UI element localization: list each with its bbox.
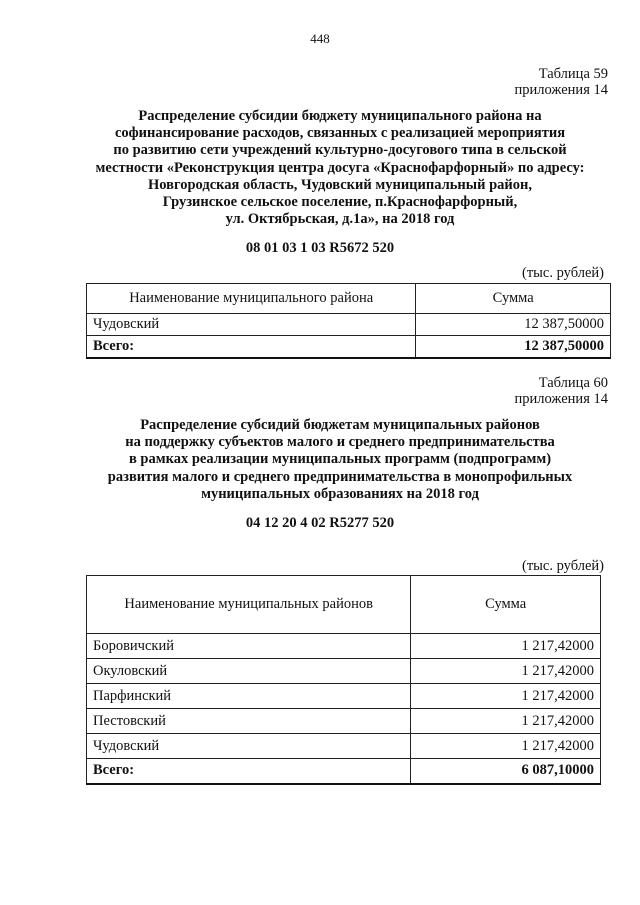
district-name: Пестовский xyxy=(87,709,411,734)
page-number: 448 xyxy=(310,31,330,46)
title-line: в рамках реализации муниципальных программ (подпрограмм) xyxy=(128,451,552,468)
table-60-units: (тыс. рублей) xyxy=(522,558,604,574)
table-row xyxy=(87,634,601,659)
column-header-sum: Сумма xyxy=(411,576,601,634)
table-60-reference xyxy=(515,375,608,407)
table-60-title xyxy=(70,417,610,503)
total-row xyxy=(87,759,601,784)
total-row xyxy=(87,336,611,358)
table-60-label: Таблица 60 xyxy=(538,375,608,391)
table-59 xyxy=(86,283,611,359)
column-header-sum: Сумма xyxy=(416,284,611,314)
table-60-appendix: приложения 14 xyxy=(514,391,608,407)
title-line: муниципальных образованиях на 2018 год xyxy=(201,485,479,502)
title-line: ул. Октябрьская, д.1а», на 2018 год xyxy=(225,211,455,228)
table-59-budget-code: 08 01 03 1 03 R5672 520 xyxy=(245,240,395,256)
title-line: софинансирование расходов, связанных с реализацией мероприятия xyxy=(114,125,566,142)
district-name: Боровичский xyxy=(87,634,411,659)
title-line: Распределение субсидий бюджетам муниципальных районов xyxy=(140,417,540,433)
title-line: по развитию сети учреждений культурно-досугового типа в сельской xyxy=(113,142,567,159)
district-name: Чудовский xyxy=(87,314,416,336)
table-row xyxy=(87,734,601,759)
table-header-row xyxy=(87,576,601,634)
total-label: Всего: xyxy=(87,336,416,358)
district-name: Чудовский xyxy=(87,734,411,759)
total-sum: 6 087,10000 xyxy=(411,759,601,784)
title-line: Распределение субсидии бюджету муниципального района на xyxy=(138,108,542,124)
title-line: Новгородская область, Чудовский муниципальный район, xyxy=(148,176,532,193)
table-60-budget-code: 04 12 20 4 02 R5277 520 xyxy=(245,515,395,531)
title-line: на поддержку субъектов малого и среднего предпринимательства xyxy=(125,434,555,451)
table-row xyxy=(87,709,601,734)
district-sum: 1 217,42000 xyxy=(411,659,601,684)
column-header-name: Наименование муниципального района xyxy=(87,284,416,314)
table-row xyxy=(87,314,611,336)
district-sum: 12 387,50000 xyxy=(416,314,611,336)
table-row xyxy=(87,684,601,709)
district-sum: 1 217,42000 xyxy=(411,734,601,759)
table-header-row xyxy=(87,284,611,314)
table-59-title xyxy=(70,108,610,228)
table-59-reference xyxy=(515,66,608,98)
column-header-name: Наименование муниципальных районов xyxy=(87,576,411,634)
title-line: местности «Реконструкция центра досуга «Краснофарфорный» по адресу: xyxy=(95,159,585,176)
title-line: Грузинское сельское поселение, п.Краснофарфорный, xyxy=(162,194,518,211)
table-60 xyxy=(86,575,601,785)
district-sum: 1 217,42000 xyxy=(411,709,601,734)
table-59-label: Таблица 59 xyxy=(538,66,608,82)
total-label: Всего: xyxy=(87,759,411,784)
district-sum: 1 217,42000 xyxy=(411,634,601,659)
table-59-appendix: приложения 14 xyxy=(514,82,608,98)
table-row xyxy=(87,659,601,684)
district-sum: 1 217,42000 xyxy=(411,684,601,709)
district-name: Парфинский xyxy=(87,684,411,709)
district-name: Окуловский xyxy=(87,659,411,684)
total-sum: 12 387,50000 xyxy=(416,336,611,358)
table-59-units: (тыс. рублей) xyxy=(522,265,604,281)
title-line: развития малого и среднего предпринимательства в монопрофильных xyxy=(107,468,573,485)
